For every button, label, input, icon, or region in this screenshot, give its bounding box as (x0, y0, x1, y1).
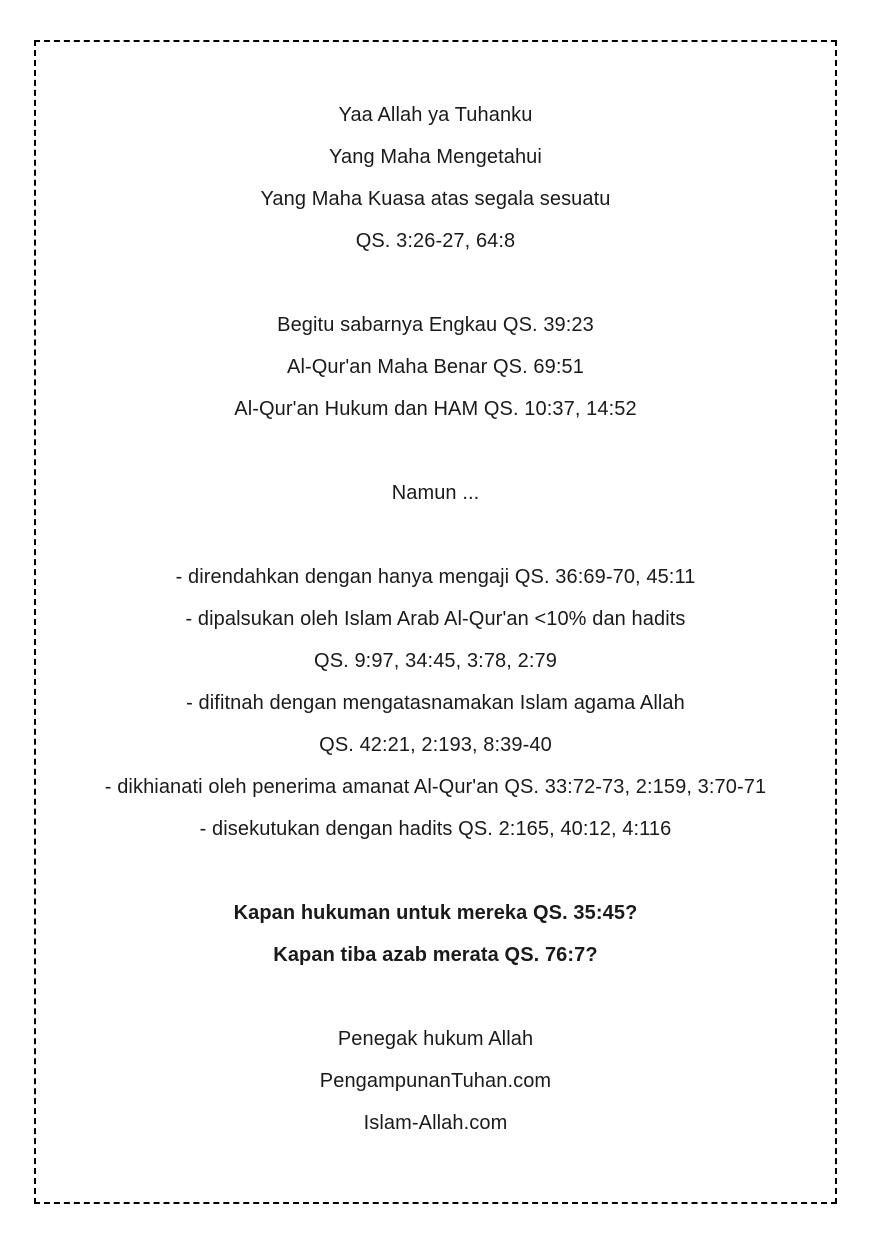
transition-line: Namun ... (391, 482, 480, 504)
praise-line: Al-Qur'an Hukum dan HAM QS. 10:37, 14:52 (234, 398, 637, 420)
verse-reference-line: QS. 9:97, 34:45, 3:78, 2:79 (314, 650, 557, 672)
verse-reference-line: QS. 42:21, 2:193, 8:39-40 (319, 734, 552, 756)
page-border (34, 40, 837, 1204)
grievance-line: - disekutukan dengan hadits QS. 2:165, 40:12, 4:116 (199, 818, 672, 840)
document-content (36, 42, 835, 1144)
grievance-line: - dipalsukan oleh Islam Arab Al-Qur'an <10% dan hadits (185, 608, 686, 630)
praise-line: Begitu sabarnya Engkau QS. 39:23 (277, 314, 594, 336)
praise-line: Al-Qur'an Maha Benar QS. 69:51 (287, 356, 584, 378)
grievance-line: - direndahkan dengan hanya mengaji QS. 36:69-70, 45:11 (175, 566, 696, 588)
question-line: Kapan hukuman untuk mereka QS. 35:45? (233, 902, 638, 924)
grievance-line: - dikhianati oleh penerima amanat Al-Qur'an QS. 33:72-73, 2:159, 3:70-71 (104, 776, 767, 798)
verse-reference-line: QS. 3:26-27, 64:8 (355, 230, 516, 252)
blank-line (36, 976, 835, 1018)
footer-website-line: Islam-Allah.com (363, 1112, 508, 1134)
prayer-opening-line: Yang Maha Mengetahui (329, 146, 542, 168)
prayer-opening-line: Yang Maha Kuasa atas segala sesuatu (260, 188, 611, 210)
prayer-opening-line: Yaa Allah ya Tuhanku (338, 104, 533, 126)
blank-line (36, 850, 835, 892)
footer-line: Penegak hukum Allah (337, 1028, 534, 1050)
blank-line (36, 514, 835, 556)
grievance-line: - difitnah dengan mengatasnamakan Islam agama Allah (186, 692, 685, 714)
question-line: Kapan tiba azab merata QS. 76:7? (273, 944, 598, 966)
blank-line (36, 262, 835, 304)
footer-website-line: PengampunanTuhan.com (319, 1070, 552, 1092)
blank-line (36, 430, 835, 472)
